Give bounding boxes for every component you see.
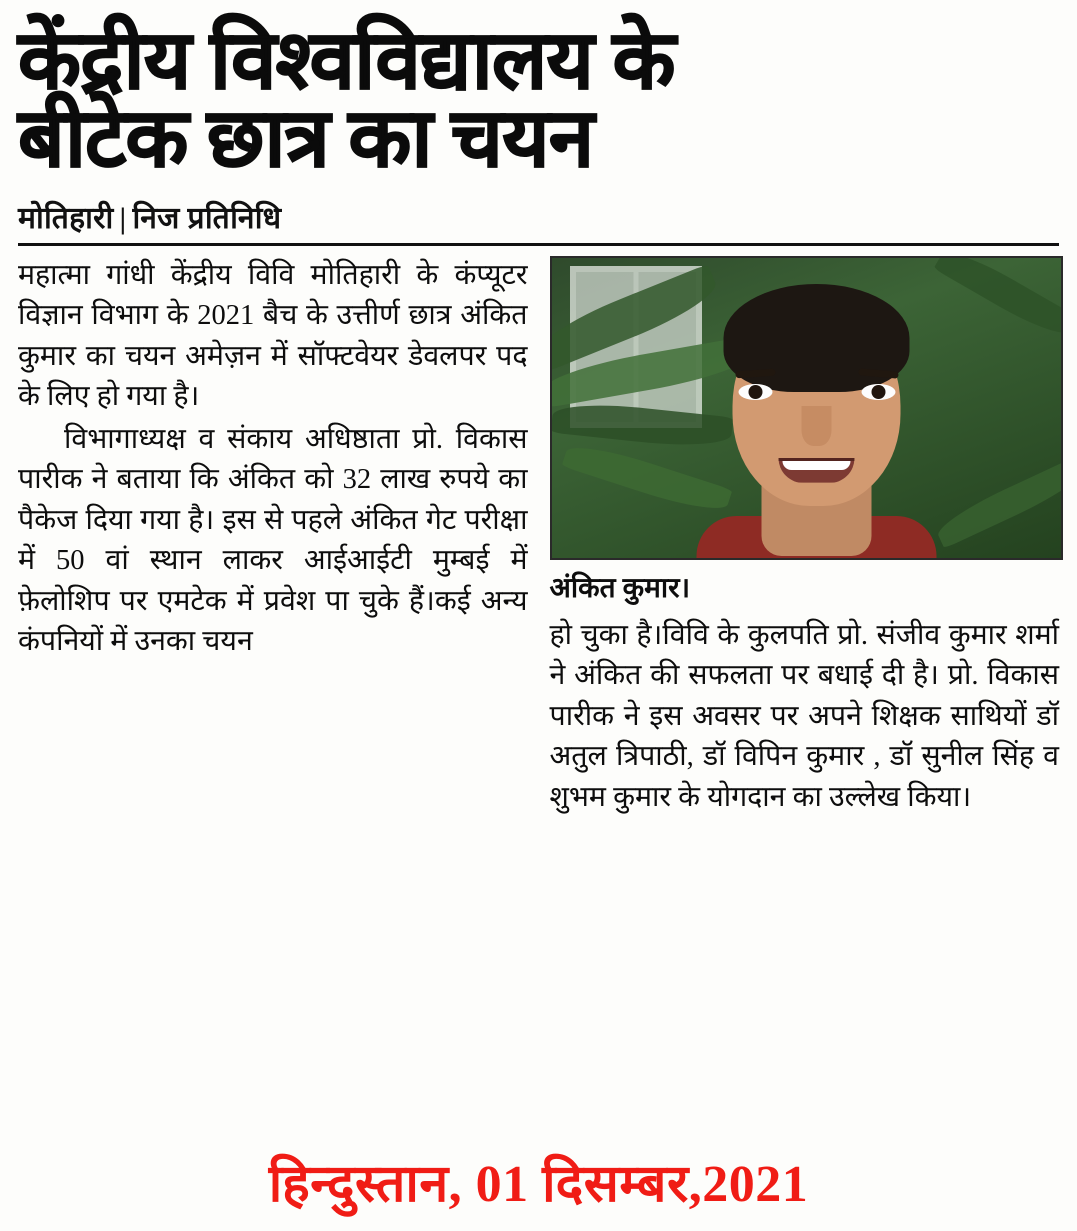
headline-line-1: केंद्रीय विश्वविद्यालय के [18,15,675,106]
horizontal-rule [18,243,1059,246]
right-column [550,256,1060,820]
left-column [18,256,528,665]
dateline-place: मोतिहारी [18,201,114,235]
dateline-separator: | [119,201,127,235]
eye-left [739,384,773,400]
photo-figure [550,256,1060,560]
headline-line-2: बीटेक छात्र का चयन [18,92,594,184]
source-stamp: हिन्दुस्तान, 01 दिसम्बर,2021 [268,1156,809,1213]
dateline [18,196,1059,237]
left-paragraph-1: महात्मा गांधी केंद्रीय विवि मोतिहारी के कंप्यूटर विज्ञान विभाग के 2021 बैच के उत्तीर्ण छात्र अंकित कुमार का चयन अमेज़न में सॉफ्टवेयर डेवलपर पद के लिए हो गया है। [18,259,528,413]
leaf-decor [561,437,732,518]
nose [801,406,831,446]
photo-caption: अंकित कुमार। [549,572,691,604]
person-face [709,280,924,548]
left-paragraph-2: विभागाध्यक्ष व संकाय अधिष्ठाता प्रो. विकास पारीक ने बताया कि अंकित को 32 लाख रुपये का पैकेज दिया गया है। इस से पहले अंकित गेट परीक्षा में 50 वां स्थान लाकर आईआईटी मुम्बई में फ़ेलोशिप पर एमटेक में प्रवेश पा चुके हैं।कई अन्य कंपनियों में उनका चयन [18,423,528,657]
right-paragraph-1: हो चुका है।विवि के कुलपति प्रो. संजीव कुमार शर्मा ने अंकित की सफलता पर बधाई दी है। प्रो. विकास पारीक ने इस अवसर पर अपने शिक्षक साथियों डॉ अतुल त्रिपाठी, डॉ विपिन कुमार , डॉ सुनील सिंह व शुभम कुमार के योगदान का उल्लेख किया। [549,619,1059,813]
leaf-decor [934,256,1063,343]
leaf-decor [933,455,1063,548]
article-body [18,256,1059,820]
dateline-source: निज प्रतिनिधि [132,201,282,235]
portrait-photo [550,256,1064,560]
eye-right [862,384,896,400]
page-title [18,15,1059,184]
